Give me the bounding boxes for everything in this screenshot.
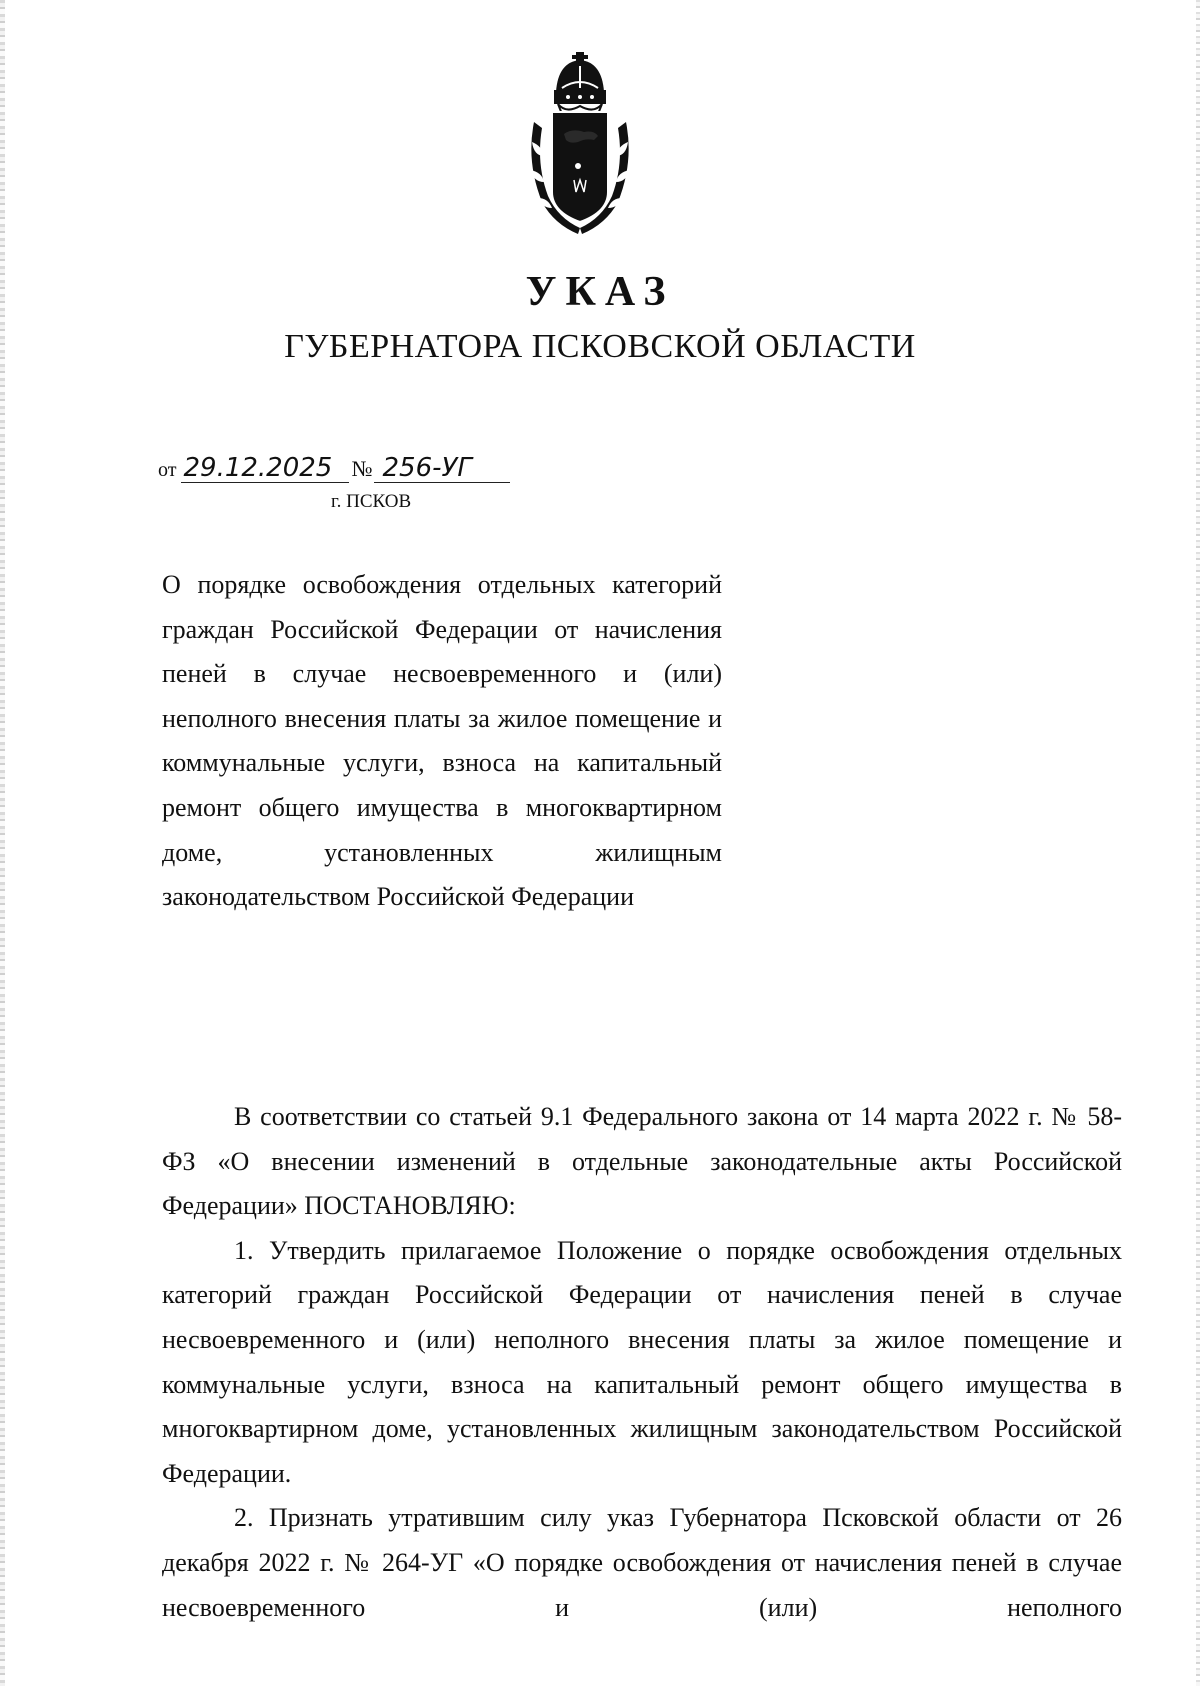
city-label: г. ПСКОВ [331,491,412,512]
number-label: № [351,456,373,481]
item-2-paragraph: 2. Признать утратившим силу указ Губернатора Псковской области от 26 декабря 2022 г. № 264-УГ «О порядке освобождения от начисления пеней в случае несвоевременного и (или) неполного [162,1503,1122,1622]
document-body [162,1095,1122,1630]
item-1-paragraph: 1. Утвердить прилагаемое Положение о порядке освобождения отдельных категорий граждан Российской Федерации от начисления пеней в случае несвоевременного и (или) неполного внесения платы за жилое помещение и коммунальные услуги, взноса на капитальный ремонт общего имущества в многоквартирном доме, установленных жилищным законодательством Российской Федерации. [162,1235,1122,1488]
coat-of-arms-icon [528,52,632,237]
date-number-line [158,454,510,483]
scan-edge-left [0,0,5,1686]
scan-edge-right [1196,0,1200,1686]
preamble-paragraph: В соответствии со статьей 9.1 Федерального закона от 14 марта 2022 г. № 58-ФЗ «О внесении изменений в отдельные законодательные акты Российской Федерации» ПОСТАНОВЛЯЮ: [162,1102,1122,1221]
document-type-title: УКАЗ [525,269,675,315]
issuing-authority: ГУБЕРНАТОРА ПСКОВСКОЙ ОБЛАСТИ [284,328,916,365]
document-subject: О порядке освобождения отдельных категорий граждан Российской Федерации от начисления пеней в случае несвоевременного и (или) неполного внесения платы за жилое помещение и коммунальные услуги, взноса на капитальный ремонт общего имущества в многоквартирном доме, установленных жилищным законодательством Российской Федерации [162,570,722,912]
handwritten-date: 29.12.2025 [181,454,349,483]
handwritten-number: 256-УГ [374,454,510,483]
from-label: от [158,459,177,481]
